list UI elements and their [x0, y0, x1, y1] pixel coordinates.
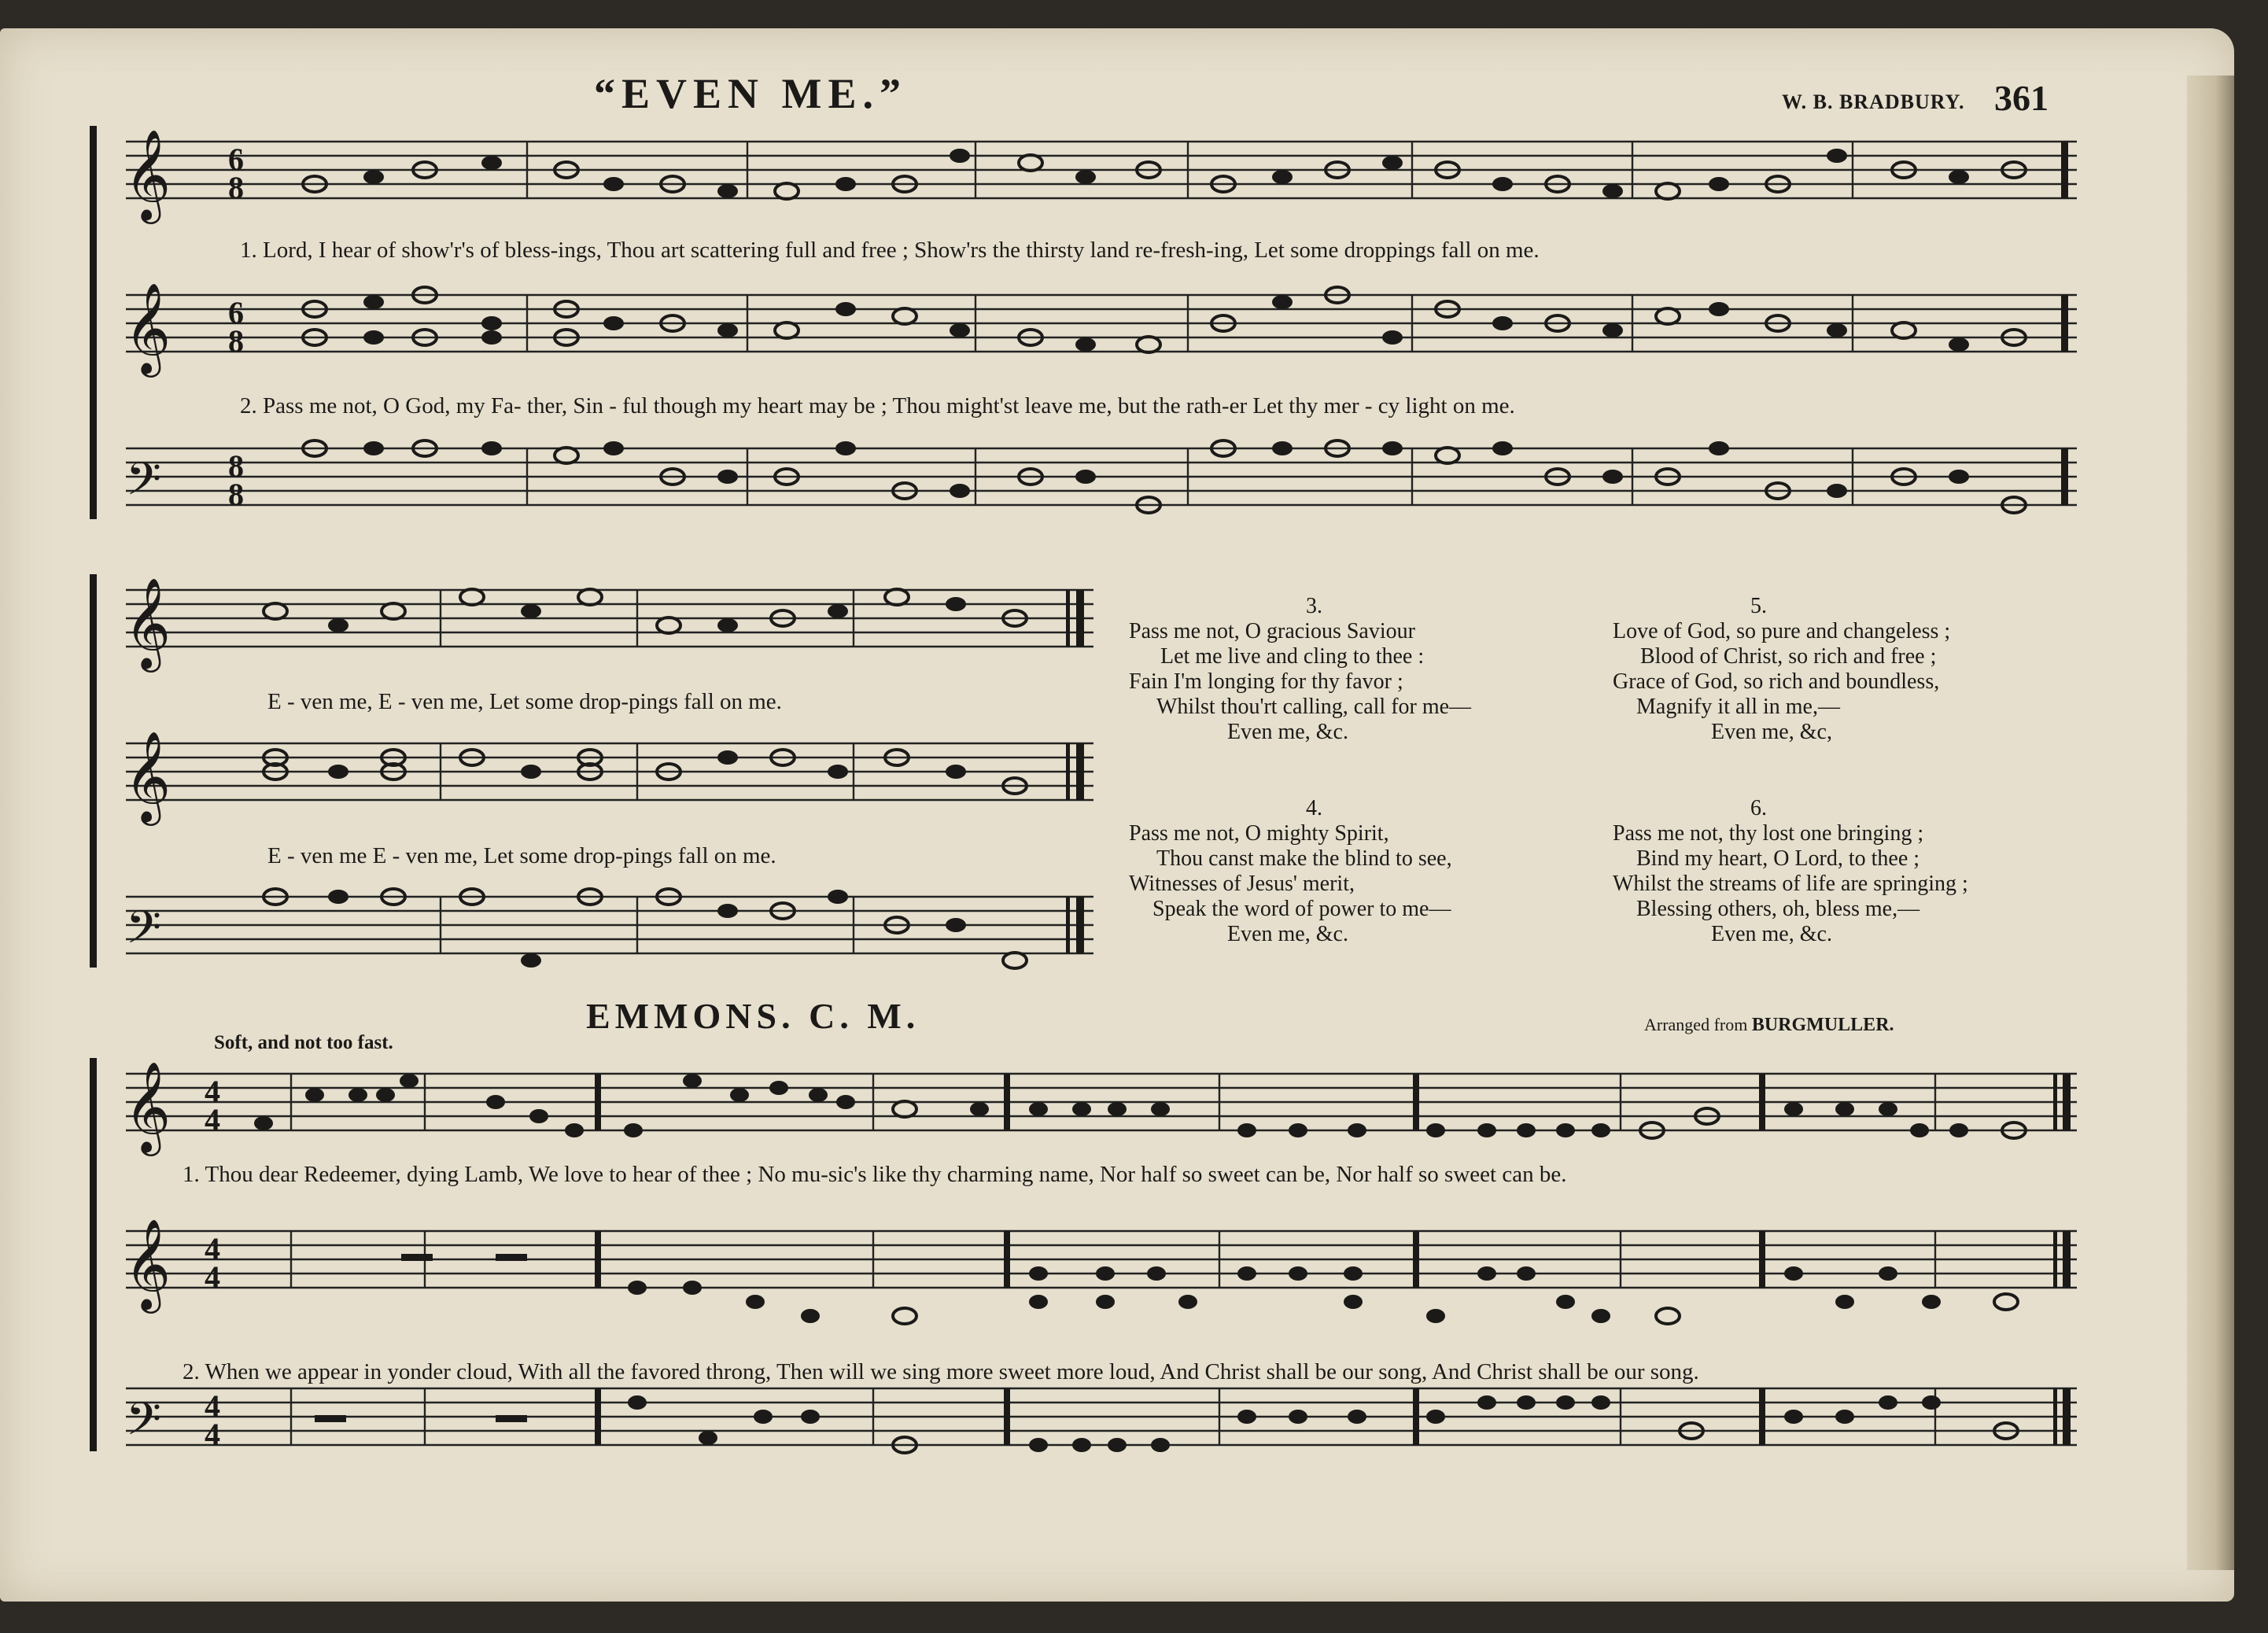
verse-line: Pass me not, O gracious Saviour [1129, 619, 1415, 643]
arranger-prefix: Arranged from [1644, 1015, 1748, 1034]
verse-line: Even me, &c. [1227, 720, 1348, 744]
page-edge [2187, 76, 2234, 1570]
verse-line: Pass me not, thy lost one bringing ; [1613, 821, 1924, 846]
verse-4 [1129, 796, 1452, 947]
emmons-lyrics-verse1: 1. Thou dear Redeemer, dying Lamb, We love to hear of thee ; No mu-sic's like thy charming name, Nor half so sweet can be, Nor half so sweet can be. [183, 1162, 1567, 1187]
verse-3 [1129, 594, 1471, 745]
emmons-tenor-notes [401, 1254, 2018, 1324]
verse-line: Magnify it all in me,— [1636, 695, 1840, 719]
verse-number: 5. [1750, 594, 1767, 618]
svg-text:4: 4 [205, 1259, 220, 1295]
verse-number: 3. [1306, 594, 1322, 618]
even-me-system [87, 126, 2085, 535]
verse-number: 6. [1750, 796, 1767, 820]
hymn1-lyrics-verse2: 2. Pass me not, O God, my Fa- ther, Sin - ful though my heart may be ; Thou might'st leave me, but the rath-er Let thy mer - cy light on me. [240, 393, 1515, 418]
svg-text:8: 8 [228, 170, 244, 205]
arranger-credit [1644, 1015, 1894, 1036]
verse-5 [1613, 594, 1950, 745]
refrain-system [87, 574, 1109, 983]
svg-text:𝄢: 𝄢 [126, 901, 162, 965]
verse-line: Whilst the streams of life are springing ; [1613, 872, 1968, 896]
emmons-treble-1 [126, 1074, 2077, 1130]
refrain-lyrics-2: E - ven me E - ven me, Let some drop-pings fall on me. [267, 843, 776, 868]
verse-line: Blessing others, oh, bless me,— [1636, 897, 1920, 921]
svg-text:𝄞: 𝄞 [124, 128, 171, 220]
hymn-title-even-me: “EVEN ME.” [594, 70, 908, 117]
svg-text:𝄞: 𝄞 [124, 730, 171, 822]
verse-6 [1613, 796, 1968, 947]
verse-line: Blood of Christ, so rich and free ; [1640, 644, 1937, 669]
verse-line: Bind my heart, O Lord, to thee ; [1636, 846, 1920, 871]
verse-line: Witnesses of Jesus' merit, [1129, 872, 1355, 896]
svg-text:𝄞: 𝄞 [124, 1060, 171, 1152]
verse-line: Even me, &c. [1227, 922, 1348, 946]
svg-text:4: 4 [205, 1231, 220, 1266]
svg-text:𝄢: 𝄢 [126, 452, 162, 517]
verse-line: Grace of God, so rich and boundless, [1613, 669, 1940, 694]
svg-text:4: 4 [205, 1417, 220, 1452]
svg-text:6: 6 [228, 295, 244, 330]
verse-line: Love of God, so pure and changeless ; [1613, 619, 1951, 643]
svg-text:4: 4 [205, 1074, 220, 1109]
svg-text:8: 8 [228, 477, 244, 512]
svg-text:4: 4 [205, 1102, 220, 1137]
verse-number: 4. [1306, 796, 1322, 820]
svg-text:8: 8 [228, 448, 244, 484]
arranger-name: BURGMULLER. [1751, 1015, 1894, 1035]
hymn1-lyrics-verse1: 1. Lord, I hear of show'r's of bless-ings, Thou art scattering full and free ; Show'rs the thirsty land re-fresh-ing, Let some droppings fall on me. [240, 238, 1540, 263]
svg-text:4: 4 [205, 1388, 220, 1424]
svg-text:6: 6 [228, 142, 244, 177]
svg-text:𝄢: 𝄢 [126, 1392, 162, 1457]
page-number: 361 [1994, 78, 2049, 118]
svg-text:𝄞: 𝄞 [124, 577, 171, 669]
verse-line: Even me, &c. [1711, 922, 1832, 946]
emmons-lyrics-verse2: 2. When we appear in yonder cloud, With all the favored throng, Then will we sing more sweet more loud, And Christ shall be our song, And Christ shall be our song. [183, 1359, 1699, 1384]
hymn-title-emmons: EMMONS. C. M. [586, 996, 920, 1036]
svg-text:𝄞: 𝄞 [124, 1218, 171, 1310]
svg-text:𝄞: 𝄞 [124, 282, 171, 374]
notes-staff-2 [303, 287, 2026, 352]
emmons-system [87, 1058, 2085, 1467]
composer-credit: W. B. BRADBURY. [1782, 90, 1965, 113]
verse-line: Fain I'm longing for thy favor ; [1129, 669, 1403, 694]
refrain-lyrics-1: E - ven me, E - ven me, Let some drop-pings fall on me. [267, 689, 782, 714]
verse-line: Even me, &c, [1711, 720, 1832, 744]
svg-text:8: 8 [228, 323, 244, 359]
tempo-marking: Soft, and not too fast. [214, 1032, 393, 1053]
verse-line: Thou canst make the blind to see, [1156, 846, 1452, 871]
verse-line: Speak the word of power to me— [1152, 897, 1451, 921]
verse-line: Let me live and cling to thee : [1160, 644, 1425, 669]
verse-line: Pass me not, O mighty Spirit, [1129, 821, 1389, 846]
verse-line: Whilst thou'rt calling, call for me— [1156, 695, 1472, 719]
